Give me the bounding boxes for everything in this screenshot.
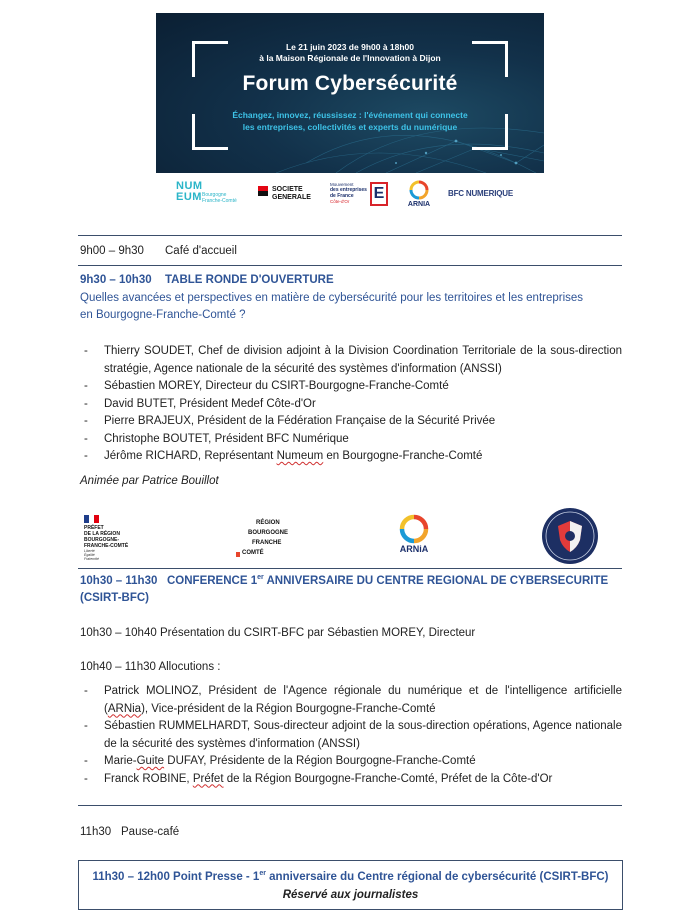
press-point-box: [78, 860, 623, 910]
event-banner: [156, 13, 544, 173]
table-ronde-time: 9h30 – 10h30: [80, 274, 152, 286]
societe-generale-logo: SOCIETE GENERALE: [258, 186, 318, 208]
table-ronde-speaker-list: [84, 343, 622, 466]
region-accent-icon: [236, 552, 240, 557]
conference-title-2: (CSIRT-BFC): [80, 592, 149, 604]
conference-presentation: 10h30 – 10h40 Présentation du CSIRT-BFC par Sébastien MOREY, Directeur: [80, 627, 476, 639]
conference-title: CONFERENCE 1er ANNIVERSAIRE DU CENTRE REGIONAL DE CYBERSECURITE: [167, 574, 609, 587]
cafe-label: Café d'accueil: [165, 245, 237, 257]
list-item: - Christophe BOUTET, Président BFC Numérique: [84, 431, 622, 449]
bfc-numerique-logo: BFC NUMERIQUE: [448, 189, 513, 198]
arnia-ring-icon: [409, 180, 429, 200]
section-rule: [78, 265, 622, 266]
banner-tagline-1: Échangez, innovez, réussissez : l'événement qui connecte: [232, 110, 468, 120]
list-item: - Thierry SOUDET, Chef de division adjoint à la Division Coordination Territoriale de la sous-direction stratégie, Agence nationale de la sécurité des systèmes d'information (ANSSI): [84, 343, 622, 378]
cafe-time: 9h00 – 9h30: [80, 245, 144, 257]
section-rule: [78, 235, 622, 236]
arnia-logo: ARNIA: [404, 180, 434, 212]
conference-time: 10h30 – 11h30: [80, 575, 158, 587]
section-rule: [78, 805, 622, 806]
moderator-note: Animée par Patrice Bouillot: [80, 475, 219, 487]
region-logo: RÉGION BOURGOGNE FRANCHE COMTÉ: [236, 520, 296, 564]
csirt-seal-icon: [541, 507, 599, 565]
pause-time: 11h30: [80, 826, 112, 838]
list-item: - Marie-Guite DUFAY, Présidente de la Région Bourgogne-Franche-Comté: [84, 753, 622, 771]
list-item: - David BUTET, Président Medef Côte-d'Or: [84, 396, 622, 414]
list-item: - Sébastien MOREY, Directeur du CSIRT-Bourgogne-Franche-Comté: [84, 378, 622, 396]
french-flag-icon: [84, 515, 99, 523]
list-item: - Pierre BRAJEUX, Président de la Fédération Française de la Sécurité Privée: [84, 413, 622, 431]
list-item: - Sébastien RUMMELHARDT, Sous-directeur adjoint de la sous-direction opérations, Agence nationale de la sécurité des systèmes d'information (ANSSI): [84, 718, 622, 753]
numeum-logo: NUM EUM Bourgogne Franche-Comté: [176, 180, 237, 204]
banner-tagline-2: les entreprises, collectivités et experts du numérique: [242, 122, 458, 132]
arnia-logo-large: ARNiA: [394, 514, 434, 564]
arnia-ring-icon: [399, 514, 429, 544]
medef-logo: Mouvement des entreprises de France Côte-d'Or E: [330, 182, 392, 210]
list-item: - Franck ROBINE, Préfet de la Région Bourgogne-Franche-Comté, Préfet de la Côte-d'Or: [84, 771, 622, 789]
banner-date: Le 21 juin 2023 de 9h00 à 18h00: [285, 42, 415, 52]
table-ronde-title: TABLE RONDE D'OUVERTURE: [165, 274, 334, 286]
section-rule: [78, 568, 622, 569]
table-ronde-question-1: Quelles avancées et perspectives en matière de cybersécurité pour les territoires et les entreprises: [80, 292, 584, 304]
banner-venue: à la Maison Régionale de l'Innovation à Dijon: [259, 53, 441, 63]
banner-title: Forum Cybersécurité: [242, 72, 458, 95]
list-item: - Jérôme RICHARD, Représentant Numeum en Bourgogne-Franche-Comté: [84, 448, 622, 466]
press-point-note: Réservé aux journalistes: [282, 889, 419, 901]
pause-label: Pause-café: [121, 826, 180, 838]
medef-mark-icon: E: [370, 182, 388, 206]
table-ronde-question-2: en Bourgogne-Franche-Comté ?: [80, 309, 246, 321]
prefet-logo: PRÉFET DE LA RÉGION BOURGOGNE- FRANCHE-COMTÉ Liberté Égalité Fraternité: [84, 515, 154, 560]
conference-allocutions: 10h40 – 11h30 Allocutions :: [80, 661, 221, 673]
press-point-line: 11h30 – 12h00 Point Presse - 1er anniversaire du Centre régional de cybersécurité (CSIRT-BFC): [92, 870, 609, 883]
allocutions-speaker-list: [84, 683, 622, 788]
list-item: - Patrick MOLINOZ, Président de l'Agence régionale du numérique et de l'intelligence artificielle (ARNia), Vice-président de la Région Bourgogne-Franche-Comté: [84, 683, 622, 718]
